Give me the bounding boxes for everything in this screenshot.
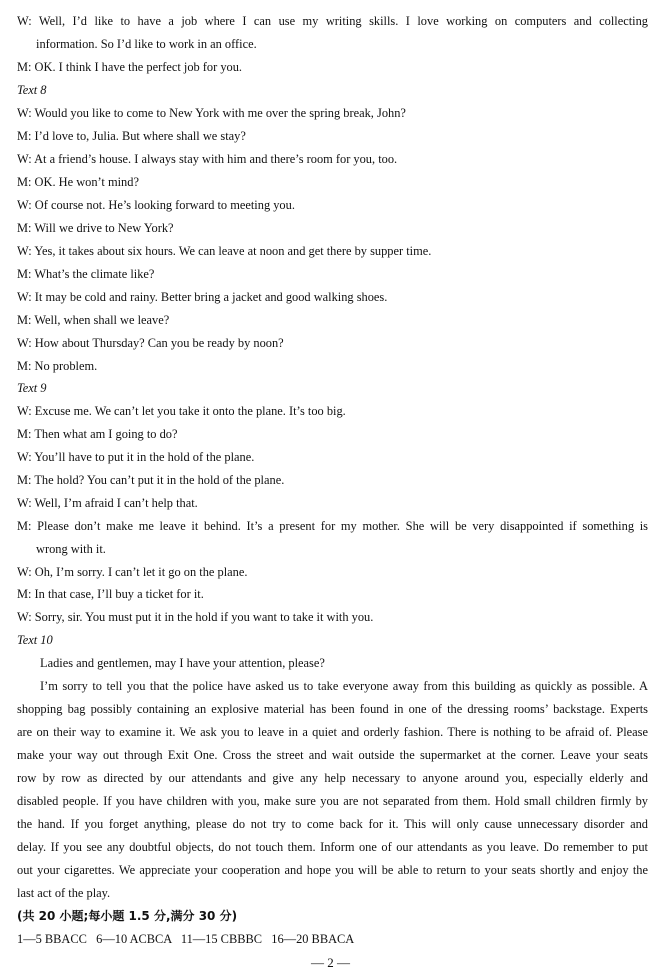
section-heading-text-10: Text 10 — [17, 633, 53, 647]
dialogue-line: M: OK. I think I have the perfect job for you. — [17, 60, 243, 74]
monologue-opening-line: Ladies and gentlemen, may I have your attention, please? — [40, 656, 325, 670]
dialogue-line: M: The hold? You can’t put it in the hold of the plane. — [17, 473, 285, 487]
monologue-line: I’m sorry to tell you that the police have asked us to take everyone away from this building as quickly as possible. A — [40, 679, 648, 693]
dialogue-line: W: Sorry, sir. You must put it in the hold if you want to take it with you. — [17, 610, 374, 624]
monologue-line: are on their way to examine it. We ask you to leave in a quiet and orderly fashion. There is nothing to be afraid of. Please — [17, 725, 648, 739]
dialogue-line: W: Well, I’m afraid I can’t help that. — [17, 496, 198, 510]
dialogue-line: M: OK. He won’t mind? — [17, 175, 139, 189]
monologue-line: row by row as directed by our attendants and give any help necessary to anyone around you, especially elderly and — [17, 771, 648, 785]
dialogue-line: M: Please don’t make me leave it behind. It’s a present for my mother. She will be very disappointed if something is — [17, 519, 648, 533]
page-number: — 2 — — [311, 955, 350, 970]
dialogue-line: W: How about Thursday? Can you be ready by noon? — [17, 336, 284, 350]
dialogue-line: W: Would you like to come to New York with me over the spring break, John? — [17, 106, 406, 120]
monologue-line: delay. If you see any doubtful objects, do not touch them. Inform one of our attendants as you leave. Do remember to put — [17, 840, 648, 854]
section-heading-text-8: Text 8 — [17, 83, 47, 97]
dialogue-line: W: Oh, I’m sorry. I can’t let it go on the plane. — [17, 565, 248, 579]
dialogue-line: M: What’s the climate like? — [17, 267, 155, 281]
dialogue-line: W: Excuse me. We can’t let you take it onto the plane. It’s too big. — [17, 404, 346, 418]
dialogue-line-continuation: wrong with it. — [36, 542, 106, 556]
section-scoring-note: (共 20 小题;每小题 1.5 分,满分 30 分) — [17, 909, 238, 923]
monologue-line: disabled people. If you have children with you, make sure you are not separated from them. Hold small children firmly by — [17, 794, 648, 808]
dialogue-line: W: It may be cold and rainy. Better bring a jacket and good walking shoes. — [17, 290, 388, 304]
dialogue-line: M: No problem. — [17, 359, 98, 373]
dialogue-line: M: Well, when shall we leave? — [17, 313, 170, 327]
dialogue-line: W: Well, I’d like to have a job where I can use my writing skills. I love working on computers and collecting — [17, 14, 648, 28]
dialogue-line: M: Will we drive to New York? — [17, 221, 174, 235]
monologue-line: last act of the play. — [17, 886, 111, 900]
monologue-line: out your cigarettes. We appreciate your cooperation and hope you will be able to return to your seats shortly and enjoy the — [17, 863, 648, 877]
dialogue-line: M: In that case, I’ll buy a ticket for it. — [17, 587, 204, 601]
dialogue-line: M: Then what am I going to do? — [17, 427, 178, 441]
monologue-line: make your way out through Exit One. Cross the street and wait outside the supermarket at the corner. Leave your seats — [17, 748, 648, 762]
dialogue-line: W: Of course not. He’s looking forward to meeting you. — [17, 198, 295, 212]
answer-key: 1—5 BBACC 6—10 ACBCA 11—15 CBBBC 16—20 BBACA — [17, 932, 355, 946]
dialogue-line: M: I’d love to, Julia. But where shall we stay? — [17, 129, 246, 143]
dialogue-line: W: Yes, it takes about six hours. We can leave at noon and get there by supper time. — [17, 244, 432, 258]
dialogue-line-continuation: information. So I’d like to work in an office. — [36, 37, 257, 51]
monologue-line: the hand. If you forget anything, please do not try to come back for it. This will only cause unnecessary disorder and — [17, 817, 648, 831]
monologue-line: shopping bag possibly containing an explosive material has been found in one of the dressing rooms’ backstage. Experts — [17, 702, 648, 716]
dialogue-line: W: At a friend’s house. I always stay with him and there’s room for you, too. — [17, 152, 398, 166]
section-heading-text-9: Text 9 — [17, 381, 47, 395]
dialogue-line: W: You’ll have to put it in the hold of the plane. — [17, 450, 255, 464]
